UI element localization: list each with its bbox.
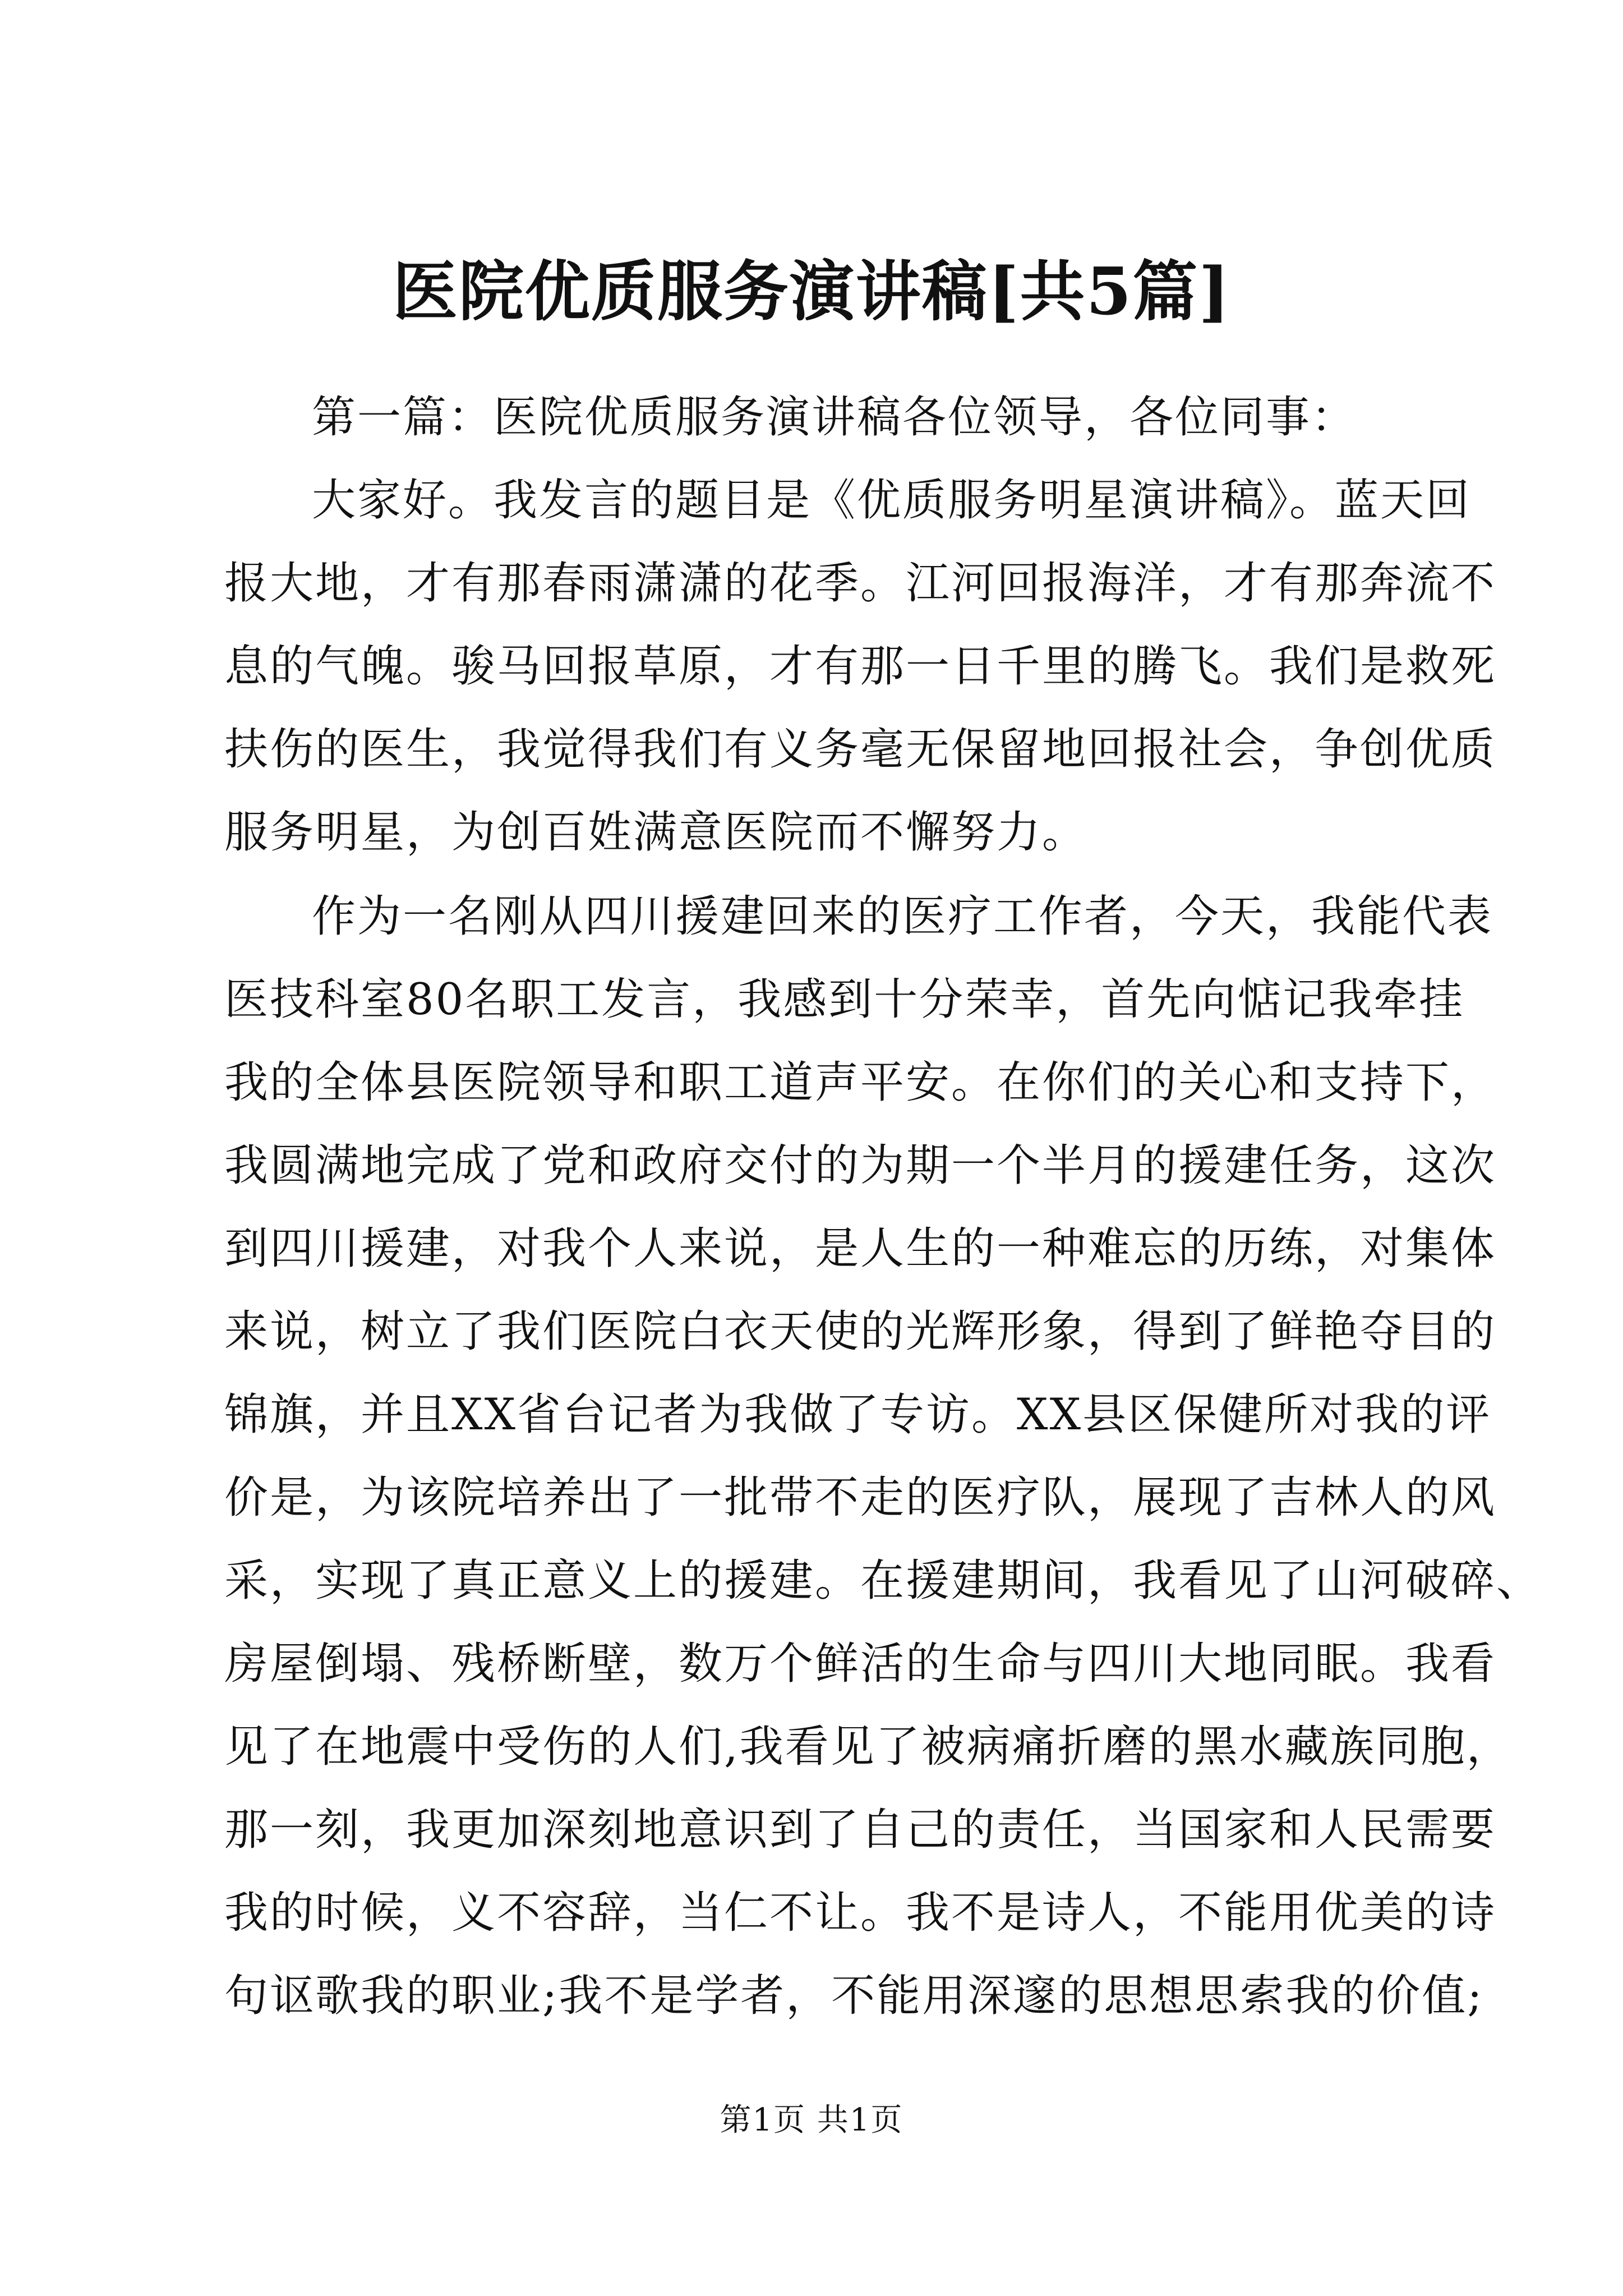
document-title: 医院优质服务演讲稿[共5篇] [392,254,1231,330]
paragraph-line: 我圆满地完成了党和政府交付的为期一个半月的援建任务，这次 [224,1140,1497,1191]
paragraph-line: 作为一名刚从四川援建回来的医疗工作者，今天，我能代表 [312,891,1493,942]
paragraph-3 [224,875,1542,2037]
paragraph-line: 到四川援建，对我个人来说，是人生的一种难忘的历练，对集体 [224,1223,1497,1274]
paragraph-line: 见了在地震中受伤的人们,我看见了被病痛折磨的黑水藏族同胞， [224,1722,1512,1772]
page-number-footer: 第1页 共1页 [720,2102,903,2138]
paragraph-line: 服务明星，为创百姓满意医院而不懈努力。 [224,807,1088,858]
paragraph-line: 扶伤的医生，我觉得我们有义务毫无保留地回报社会，争创优质 [224,724,1497,775]
paragraph-line: 息的气魄。骏马回报草原，才有那一日千里的腾飞。我们是救死 [224,641,1497,692]
paragraph-line: 那一刻，我更加深刻地意识到了自己的责任，当国家和人民需要 [224,1805,1497,1855]
paragraph-line: 锦旗，并且XX省台记者为我做了专访。XX县区保健所对我的评 [224,1389,1492,1440]
paragraph-line: 句讴歌我的职业;我不是学者，不能用深邃的思想思索我的价值; [224,1971,1484,2021]
paragraph-line: 大家好。我发言的题目是《优质服务明星演讲稿》。蓝天回 [312,475,1472,526]
paragraph-line: 价是，为该院培养出了一批带不走的医疗队，展现了吉林人的风 [224,1473,1497,1523]
paragraph-line: 第一篇：医院优质服务演讲稿各位领导，各位同事： [312,392,1357,443]
paragraph-line: 报大地，才有那春雨潇潇的花季。江河回报海洋，才有那奔流不 [224,558,1497,609]
paragraph-line: 房屋倒塌、残桥断壁，数万个鲜活的生命与四川大地同眠。我看 [224,1639,1497,1689]
paragraph-line: 采，实现了真正意义上的援建。在援建期间，我看见了山河破碎、 [224,1556,1542,1606]
paragraph-line: 我的全体县医院领导和职工道声平安。在你们的关心和支持下， [224,1057,1497,1108]
paragraph-line: 来说，树立了我们医院白衣天使的光辉形象，得到了鲜艳夺目的 [224,1306,1497,1357]
paragraph-line: 我的时候，义不容辞，当仁不让。我不是诗人，不能用优美的诗 [224,1888,1497,1938]
paragraph-2 [224,459,1497,874]
paragraph-1 [224,376,1402,459]
paragraph-line: 医技科室80名职工发言，我感到十分荣幸，首先向惦记我牵挂 [224,974,1465,1025]
